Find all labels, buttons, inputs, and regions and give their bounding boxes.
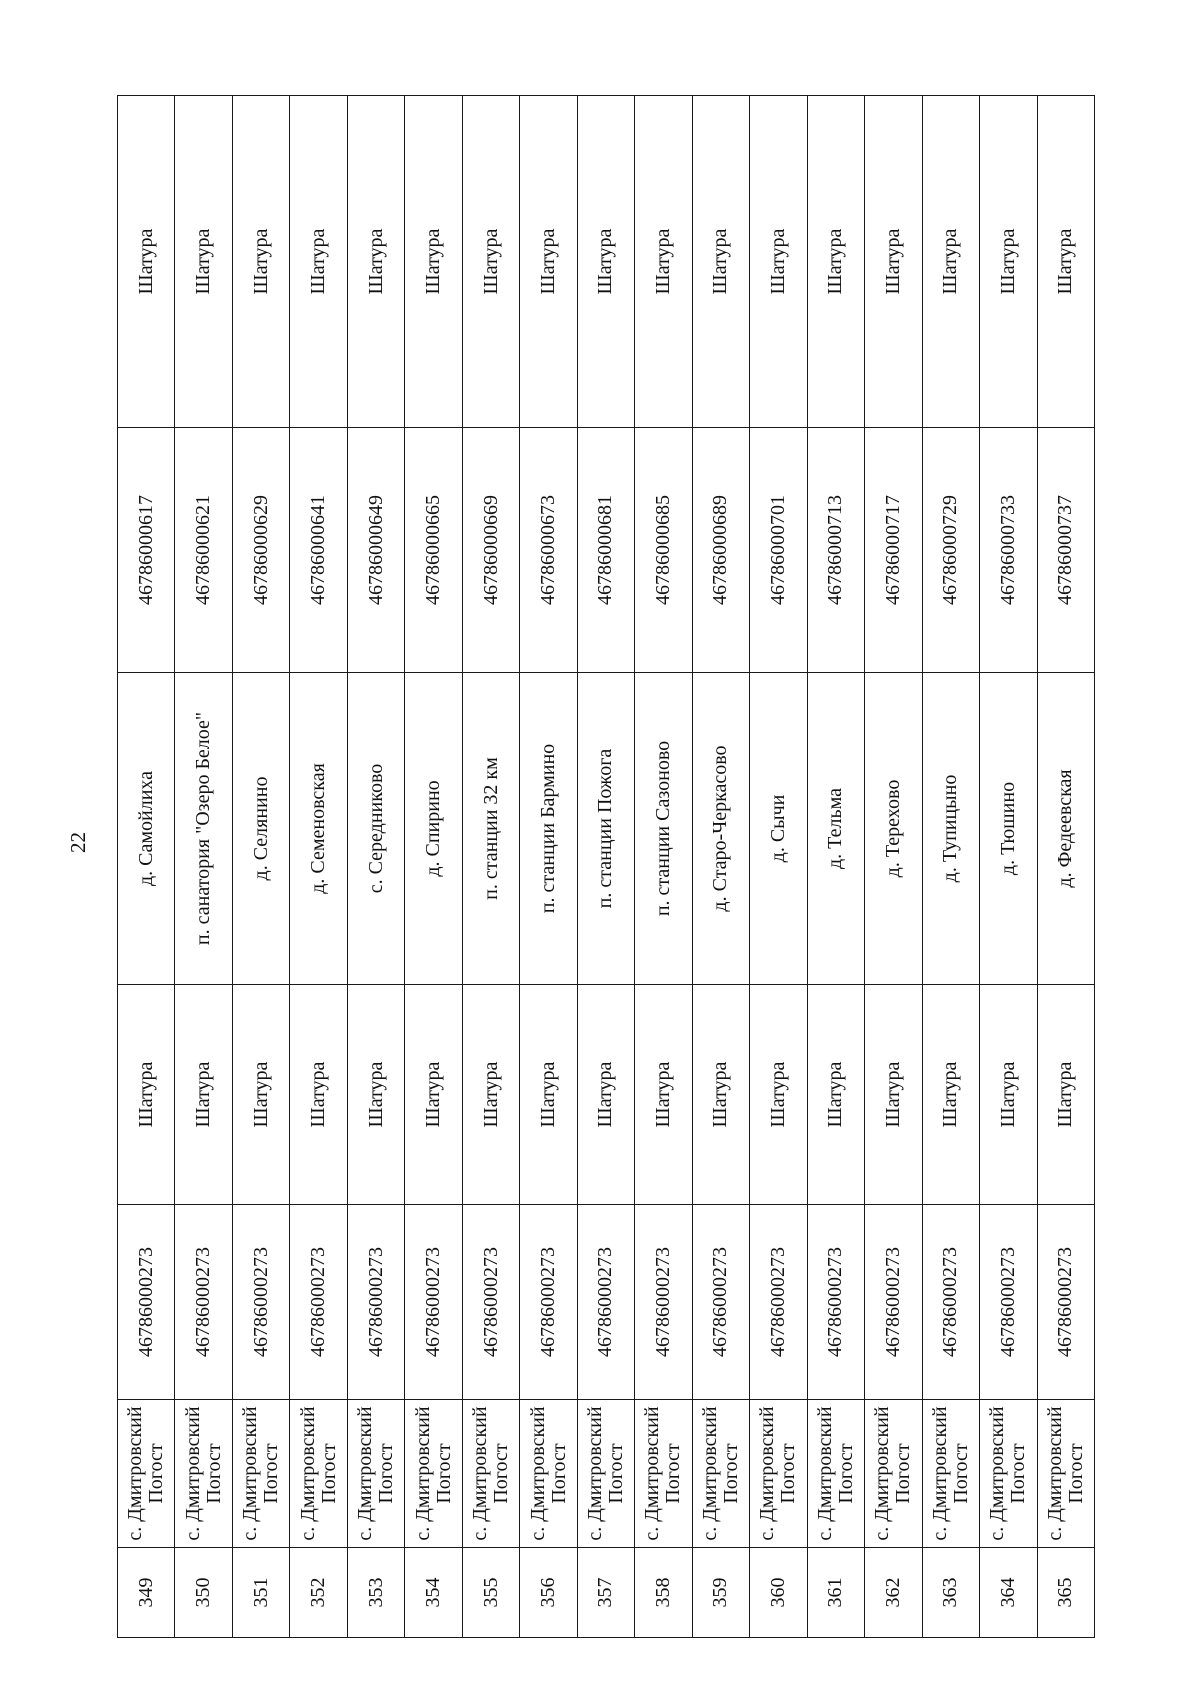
- settlement-district-cell: Шатура: [347, 985, 404, 1205]
- locality-code-cell: 46786000729: [922, 428, 979, 673]
- table-row: [750, 96, 807, 1638]
- settlement-district-cell: Шатура: [807, 985, 864, 1205]
- settlement-code-cell: 46786000273: [405, 1205, 462, 1400]
- table-row: [347, 96, 404, 1638]
- settlement-district-cell: Шатура: [175, 985, 232, 1205]
- locality-cell: д. Тупицыно: [922, 673, 979, 985]
- locality-code-cell: 46786000669: [462, 428, 519, 673]
- locality-district-cell: Шатура: [175, 96, 232, 428]
- table-row: [635, 96, 692, 1638]
- settlement-district-cell: Шатура: [290, 985, 347, 1205]
- locality-code-cell: 46786000649: [347, 428, 404, 673]
- settlement-cell: с. Дмитровский Погост: [692, 1400, 749, 1548]
- locality-code-cell: 46786000681: [577, 428, 634, 673]
- locality-district-cell: Шатура: [1037, 96, 1095, 428]
- settlement-cell: с. Дмитровский Погост: [118, 1400, 175, 1548]
- locality-cell: д. Терехово: [865, 673, 922, 985]
- locality-district-cell: Шатура: [520, 96, 577, 428]
- locality-cell: д. Сычи: [750, 673, 807, 985]
- row-number-cell: 357: [577, 1548, 634, 1638]
- row-number-cell: 363: [922, 1548, 979, 1638]
- table-row: [1037, 96, 1095, 1638]
- row-number-cell: 356: [520, 1548, 577, 1638]
- locality-code-cell: 46786000713: [807, 428, 864, 673]
- table-row: [462, 96, 519, 1638]
- settlement-cell: с. Дмитровский Погост: [520, 1400, 577, 1548]
- page-number: 22: [66, 832, 90, 853]
- locality-district-cell: Шатура: [635, 96, 692, 428]
- row-number-cell: 352: [290, 1548, 347, 1638]
- locality-code-cell: 46786000629: [232, 428, 289, 673]
- settlement-cell: с. Дмитровский Погост: [347, 1400, 404, 1548]
- locality-district-cell: Шатура: [347, 96, 404, 428]
- register-table: [117, 95, 1095, 1638]
- settlement-code-cell: 46786000273: [175, 1205, 232, 1400]
- table-row: [520, 96, 577, 1638]
- row-number-cell: 353: [347, 1548, 404, 1638]
- locality-cell: д. Тельма: [807, 673, 864, 985]
- settlement-code-cell: 46786000273: [118, 1205, 175, 1400]
- settlement-code-cell: 46786000273: [980, 1205, 1037, 1400]
- settlement-code-cell: 46786000273: [750, 1205, 807, 1400]
- locality-cell: п. станции 32 км: [462, 673, 519, 985]
- row-number-cell: 351: [232, 1548, 289, 1638]
- settlement-code-cell: 46786000273: [290, 1205, 347, 1400]
- table-row: [577, 96, 634, 1638]
- locality-code-cell: 46786000733: [980, 428, 1037, 673]
- settlement-district-cell: Шатура: [232, 985, 289, 1205]
- locality-cell: п. станции Пожога: [577, 673, 634, 985]
- row-number-cell: 359: [692, 1548, 749, 1638]
- table-row: [232, 96, 289, 1638]
- settlement-cell: с. Дмитровский Погост: [577, 1400, 634, 1548]
- row-number-cell: 354: [405, 1548, 462, 1638]
- row-number-cell: 350: [175, 1548, 232, 1638]
- settlement-code-cell: 46786000273: [520, 1205, 577, 1400]
- row-number-cell: 358: [635, 1548, 692, 1638]
- locality-code-cell: 46786000617: [118, 428, 175, 673]
- locality-district-cell: Шатура: [405, 96, 462, 428]
- table-row: [175, 96, 232, 1638]
- locality-cell: д. Спирино: [405, 673, 462, 985]
- row-number-cell: 364: [980, 1548, 1037, 1638]
- settlement-district-cell: Шатура: [922, 985, 979, 1205]
- locality-district-cell: Шатура: [922, 96, 979, 428]
- settlement-cell: с. Дмитровский Погост: [462, 1400, 519, 1548]
- settlement-district-cell: Шатура: [118, 985, 175, 1205]
- table-row: [865, 96, 922, 1638]
- locality-code-cell: 46786000689: [692, 428, 749, 673]
- locality-cell: д. Тюшино: [980, 673, 1037, 985]
- locality-code-cell: 46786000717: [865, 428, 922, 673]
- row-number-cell: 362: [865, 1548, 922, 1638]
- locality-code-cell: 46786000685: [635, 428, 692, 673]
- locality-code-cell: 46786000621: [175, 428, 232, 673]
- table-row: [290, 96, 347, 1638]
- locality-code-cell: 46786000701: [750, 428, 807, 673]
- settlement-district-cell: Шатура: [405, 985, 462, 1205]
- locality-cell: д. Семеновская: [290, 673, 347, 985]
- settlement-cell: с. Дмитровский Погост: [922, 1400, 979, 1548]
- locality-district-cell: Шатура: [865, 96, 922, 428]
- settlement-district-cell: Шатура: [635, 985, 692, 1205]
- settlement-cell: с. Дмитровский Погост: [807, 1400, 864, 1548]
- locality-code-cell: 46786000673: [520, 428, 577, 673]
- settlement-cell: с. Дмитровский Погост: [1037, 1400, 1095, 1548]
- table-row: [980, 96, 1037, 1638]
- row-number-cell: 365: [1037, 1548, 1095, 1638]
- locality-code-cell: 46786000665: [405, 428, 462, 673]
- settlement-district-cell: Шатура: [1037, 985, 1095, 1205]
- table-row: [405, 96, 462, 1638]
- settlement-district-cell: Шатура: [865, 985, 922, 1205]
- locality-district-cell: Шатура: [980, 96, 1037, 428]
- settlement-cell: с. Дмитровский Погост: [405, 1400, 462, 1548]
- settlement-code-cell: 46786000273: [692, 1205, 749, 1400]
- settlement-cell: с. Дмитровский Погост: [290, 1400, 347, 1548]
- settlement-code-cell: 46786000273: [577, 1205, 634, 1400]
- settlement-cell: с. Дмитровский Погост: [750, 1400, 807, 1548]
- settlement-district-cell: Шатура: [980, 985, 1037, 1205]
- locality-cell: д. Самойлиха: [118, 673, 175, 985]
- table-row: [692, 96, 749, 1638]
- locality-cell: п. станции Сазоново: [635, 673, 692, 985]
- locality-cell: п. станции Бармино: [520, 673, 577, 985]
- locality-code-cell: 46786000641: [290, 428, 347, 673]
- row-number-cell: 361: [807, 1548, 864, 1638]
- settlement-district-cell: Шатура: [692, 985, 749, 1205]
- settlement-cell: с. Дмитровский Погост: [232, 1400, 289, 1548]
- row-number-cell: 355: [462, 1548, 519, 1638]
- table-row: [922, 96, 979, 1638]
- settlement-cell: с. Дмитровский Погост: [865, 1400, 922, 1548]
- locality-code-cell: 46786000737: [1037, 428, 1095, 673]
- settlement-code-cell: 46786000273: [232, 1205, 289, 1400]
- settlement-code-cell: 46786000273: [1037, 1205, 1095, 1400]
- locality-cell: п. санатория "Озеро Белое": [175, 673, 232, 985]
- locality-district-cell: Шатура: [577, 96, 634, 428]
- locality-cell: с. Середниково: [347, 673, 404, 985]
- settlement-cell: с. Дмитровский Погост: [175, 1400, 232, 1548]
- settlement-code-cell: 46786000273: [462, 1205, 519, 1400]
- locality-cell: д. Селянино: [232, 673, 289, 985]
- locality-cell: д. Старо-Черкасово: [692, 673, 749, 985]
- locality-district-cell: Шатура: [232, 96, 289, 428]
- settlement-cell: с. Дмитровский Погост: [635, 1400, 692, 1548]
- settlement-code-cell: 46786000273: [635, 1205, 692, 1400]
- locality-district-cell: Шатура: [118, 96, 175, 428]
- locality-district-cell: Шатура: [807, 96, 864, 428]
- settlement-district-cell: Шатура: [462, 985, 519, 1205]
- locality-district-cell: Шатура: [462, 96, 519, 428]
- settlement-code-cell: 46786000273: [347, 1205, 404, 1400]
- locality-cell: д. Федеевская: [1037, 673, 1095, 985]
- table-row: [807, 96, 864, 1638]
- locality-district-cell: Шатура: [692, 96, 749, 428]
- settlement-district-cell: Шатура: [520, 985, 577, 1205]
- settlement-code-cell: 46786000273: [807, 1205, 864, 1400]
- settlement-district-cell: Шатура: [750, 985, 807, 1205]
- settlement-cell: с. Дмитровский Погост: [980, 1400, 1037, 1548]
- row-number-cell: 349: [118, 1548, 175, 1638]
- settlement-code-cell: 46786000273: [922, 1205, 979, 1400]
- table-row: [118, 96, 175, 1638]
- locality-district-cell: Шатура: [750, 96, 807, 428]
- settlement-code-cell: 46786000273: [865, 1205, 922, 1400]
- settlement-district-cell: Шатура: [577, 985, 634, 1205]
- register-table-body: [118, 96, 1095, 1638]
- register-table-container: [117, 96, 1095, 1638]
- row-number-cell: 360: [750, 1548, 807, 1638]
- locality-district-cell: Шатура: [290, 96, 347, 428]
